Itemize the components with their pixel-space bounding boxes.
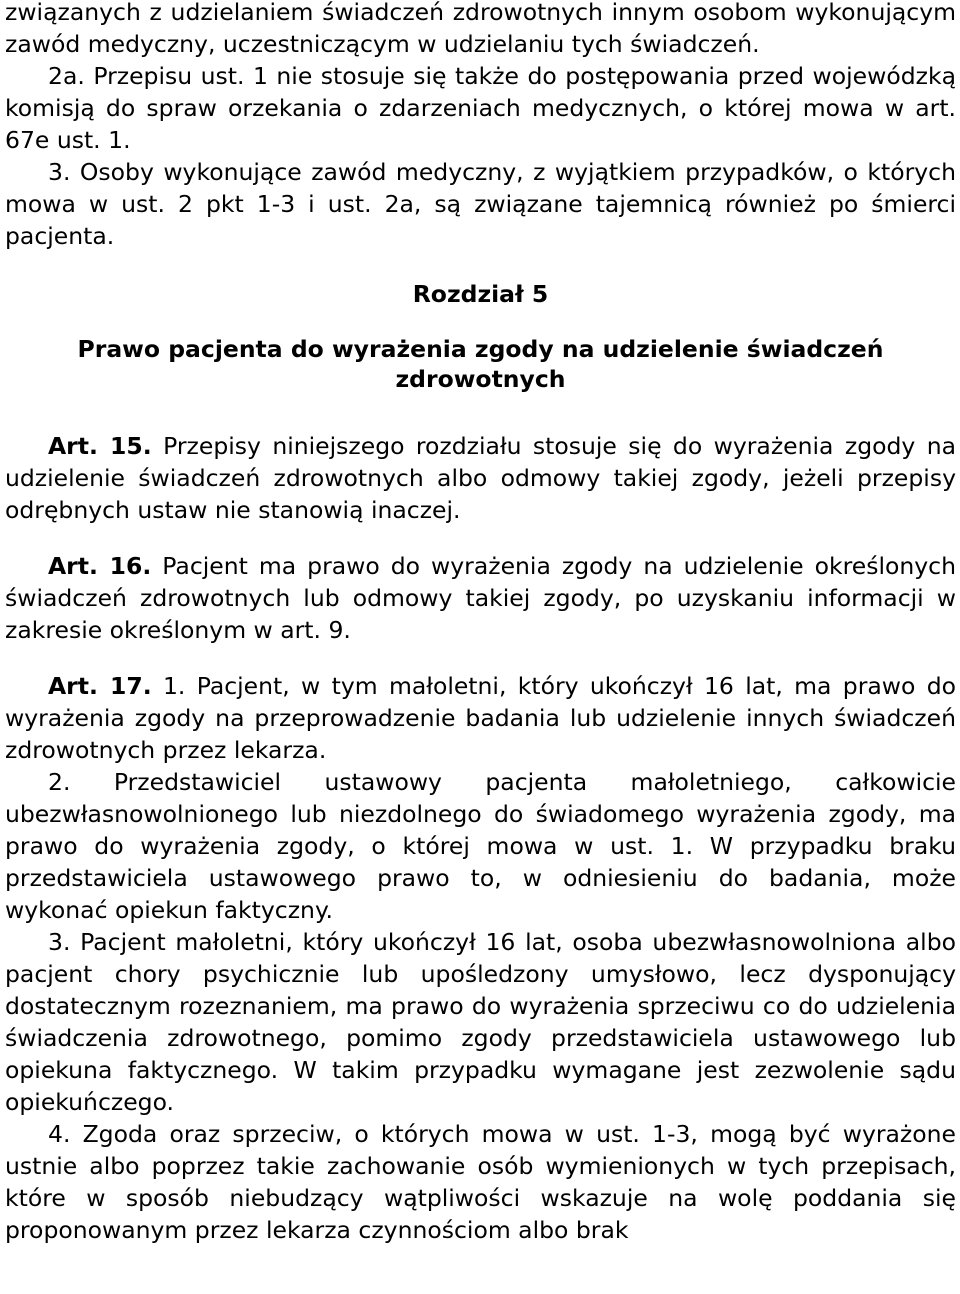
- article-16-label: Art. 16.: [48, 552, 152, 580]
- article-15-text: Przepisy niniejszego rozdziału stosuje się do wyrażenia zgody na udzielenie świadczeń zdrowotnych albo odmowy takiej zgody, jeżeli przepisy odrębnych ustaw nie stanowią inaczej.: [5, 432, 957, 524]
- article-15: [5, 430, 956, 526]
- article-17-paragraph-3: 3. Pacjent małoletni, który ukończył 16 lat, osoba ubezwłasnowolniona albo pacjent chory psychicznie lub upośledzony umysłowo, lecz dysponujący dostatecznym rozeznaniem, ma prawo do wyrażenia sprzeciwu co do udzielenia świadczenia zdrowotnego, pomimo zgody przedstawiciela ustawowego lub opiekuna faktycznego. W takim przypadku wymagane jest zezwolenie sądu opiekuńczego.: [5, 928, 956, 1116]
- article-15-label: Art. 15.: [48, 432, 152, 460]
- paragraph-2a: 2a. Przepisu ust. 1 nie stosuje się także do postępowania przed wojewódzką komisją do spraw orzekania o zdarzeniach medycznych, o której mowa w art. 67e ust. 1.: [5, 62, 956, 154]
- document-page: [5, 0, 956, 1246]
- chapter-number: Rozdział 5: [412, 280, 549, 308]
- chapter-title: Prawo pacjenta do wyrażenia zgody na udzielenie świadczeń zdrowotnych: [77, 335, 884, 393]
- paragraph-continuation: związanych z udzielaniem świadczeń zdrowotnych innym osobom wykonującym zawód medyczny, uczestniczącym w udzielaniu tych świadczeń.: [5, 0, 956, 58]
- article-17-text: 1. Pacjent, w tym małoletni, który ukończył 16 lat, ma prawo do wyrażenia zgody na przeprowadzenie badania lub udzielenie innych świadczeń zdrowotnych przez lekarza.: [5, 672, 957, 764]
- article-17-label: Art. 17.: [48, 672, 152, 700]
- article-17-paragraph-2: 2. Przedstawiciel ustawowy pacjenta małoletniego, całkowicie ubezwłasnowolnionego lub niezdolnego do świadomego wyrażenia zgody, ma prawo do wyrażenia zgody, o której mowa w ust. 1. W przypadku braku przedstawiciela ustawowego prawo to, w odniesieniu do badania, może wykonać opiekun faktyczny.: [5, 768, 956, 924]
- article-16-text: Pacjent ma prawo do wyrażenia zgody na udzielenie określonych świadczeń zdrowotnych lub odmowy takiej zgody, po uzyskaniu informacji w zakresie określonym w art. 9.: [5, 552, 957, 644]
- paragraph-3: 3. Osoby wykonujące zawód medyczny, z wyjątkiem przypadków, o których mowa w ust. 2 pkt 1-3 i ust. 2a, są związane tajemnicą również po śmierci pacjenta.: [5, 158, 956, 250]
- article-16: [5, 550, 956, 646]
- article-17: [5, 670, 956, 766]
- article-17-paragraph-4: 4. Zgoda oraz sprzeciw, o których mowa w ust. 1-3, mogą być wyrażone ustnie albo poprzez takie zachowanie osób wymienionych w tych przepisach, które w sposób niebudzący wątpliwości wskazuje na wolę poddania się proponowanym przez lekarza czynnościom albo brak: [5, 1120, 956, 1244]
